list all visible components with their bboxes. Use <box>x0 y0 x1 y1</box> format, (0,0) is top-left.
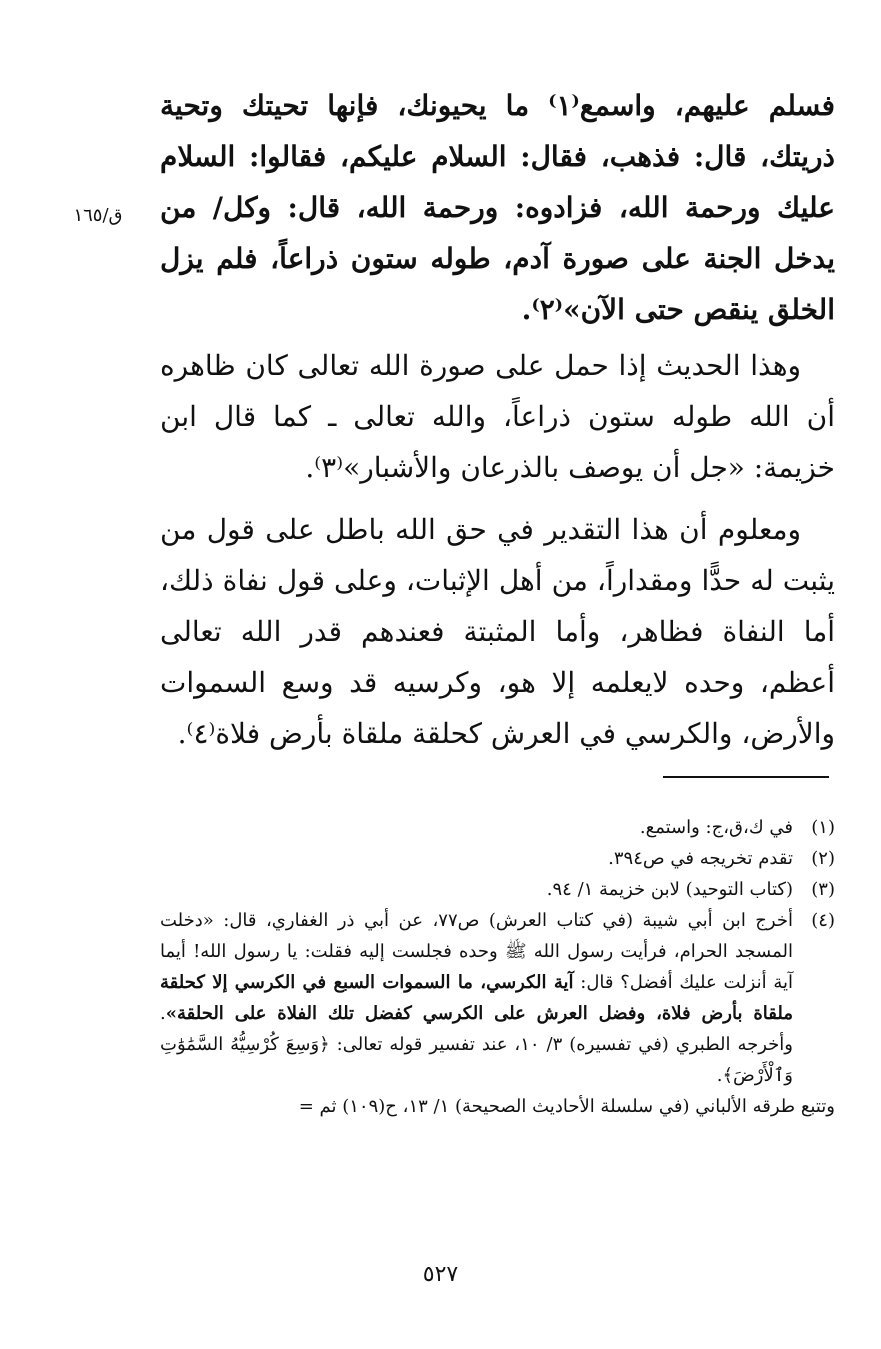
manuscript-folio-note: ق/١٦٥ <box>73 205 123 226</box>
footnote-continuation: وتتبع طرقه الألباني (في سلسلة الأحاديث الصحيحة) ١/ ١٣، ح(١٠٩) ثم = <box>298 1096 835 1117</box>
footnote-divider <box>663 776 829 778</box>
footnote-4-tafsir: . وأخرجه الطبري (في تفسيره) ٣/ ١٠، عند تفسير قوله تعالى: ﴿وَسِعَ كُرْسِيُّهُ السَّمَٰوَٰتِ وَٱلْأَرْضَ﴾. <box>160 1003 793 1086</box>
paragraph-2-text: وهذا الحديث إذا حمل على صورة الله تعالى كان ظاهره أن الله طوله ستون ذراعاً، والله تعالى ـ كما قال ابن خزيمة: «جل أن يوصف بالذرعان والأشبار»⁽٣⁾. <box>160 349 835 484</box>
page-number: ٥٢٧ <box>422 1262 459 1287</box>
footnote-4 <box>160 905 835 1091</box>
footnote-4-intro: أخرج ابن أبي شيبة (في كتاب العرش) ص٧٧، عن أبي ذر الغفاري، قال: «دخلت المسجد الحرام، فرأيت رسول الله ﷺ وحده فجلست إليه فقلت: يا رسول الله! أيما آية أنزلت عليك أفضل؟ قال: <box>160 910 793 993</box>
paragraph-3 <box>160 504 835 759</box>
paragraph-1 <box>160 80 835 335</box>
footnote-1 <box>160 812 835 843</box>
paragraph-1-text: فسلم عليهم، واسمع⁽١⁾ ما يحيونك، فإنها تحيتك وتحية ذريتك، قال: فذهب، فقال: السلام عليكم، فقالوا: السلام عليك ورحمة الله، فزادوه: ورحمة الله، قال: وكل/ من يدخل الجنة على صورة آدم، طوله ستون ذراعاً، فلم يزل الخلق ينقص حتى الآن»⁽٢⁾. <box>160 89 835 326</box>
footnote-3 <box>160 874 835 905</box>
footnote-number: (٣) <box>811 879 835 900</box>
footnote-text: تقدم تخريجه في ص٣٩٤. <box>608 848 793 869</box>
footnote-text <box>160 905 793 1091</box>
footnote-text: (كتاب التوحيد) لابن خزيمة ١/ ٩٤. <box>546 879 793 900</box>
footnote-number: (١) <box>811 817 835 838</box>
footnote-number: (٢) <box>811 848 835 869</box>
footnote-number: (٤) <box>811 910 835 931</box>
footnotes <box>160 812 835 1122</box>
paragraph-2 <box>160 340 835 493</box>
footnote-text: في ك،ق،ج: واستمع. <box>639 817 793 838</box>
footnote-4-hadith: آية الكرسي، ما السموات السبع في الكرسي إلا كحلقة ملقاة بأرض فلاة، وفضل العرش على الكرسي كفضل تلك الفلاة على الحلقة» <box>160 972 793 1024</box>
paragraph-3-text: ومعلوم أن هذا التقدير في حق الله باطل على قول من يثبت له حدًّا ومقداراً، من أهل الإثبات، وعلى قول نفاة ذلك، أما النفاة فظاهر، وأما المثبتة فعندهم قدر الله تعالى أعظم، وحده لايعلمه إلا هو، وكرسيه قد وسع السموات والأرض، والكرسي في العرش كحلقة ملقاة بأرض فلاة⁽٤⁾. <box>160 513 835 750</box>
footnote-2 <box>160 843 835 874</box>
